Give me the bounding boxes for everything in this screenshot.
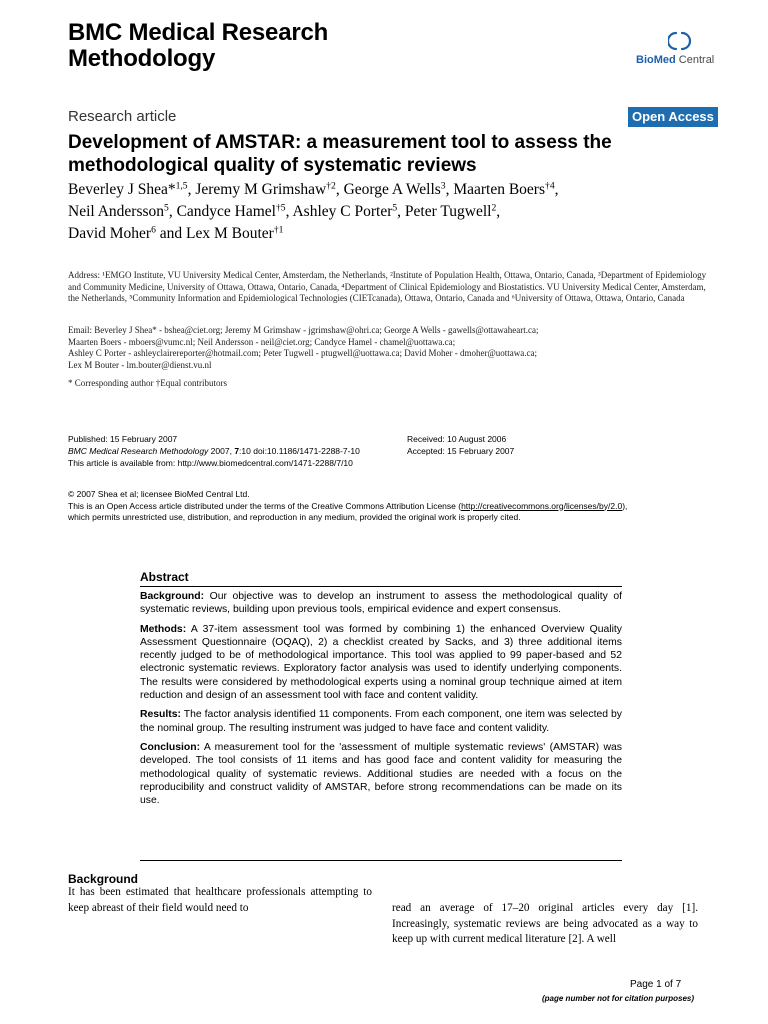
abstract-background xyxy=(140,590,622,617)
author-affiliation: 6 xyxy=(151,224,156,236)
author-name: Peter Tugwell xyxy=(404,203,492,220)
author-affiliation: †5 xyxy=(275,202,286,214)
copyright: © 2007 Shea et al; licensee BioMed Central Ltd. xyxy=(68,489,250,499)
open-access-badge: Open Access xyxy=(628,107,718,127)
email-line: Maarten Boers - mboers@vumc.nl; Neil Andersson - neil@ciet.org; Candyce Hamel - chamel@uottawa.ca; xyxy=(68,336,456,347)
body-column-left: It has been estimated that healthcare professionals attempting to keep abreast of their field would need to xyxy=(68,886,372,914)
author-affiliation: 5 xyxy=(392,202,398,214)
dates-info xyxy=(407,433,607,457)
citation-journal: BMC Medical Research Methodology xyxy=(68,446,209,456)
affiliation-address: Address: ¹EMGO Institute, VU University Medical Center, Amsterdam, the Netherlands, ²Institute of Population Health, Ottawa, Ontario, Canada, ³Department of Epidemiology and Community Medicine, University of Ottawa, Ottawa, Ontario, Canada, ⁴Department of Clinical Epidemiology and Biostatistics. VU University Medical Center, Amsterdam, the Netherlands, ⁵Community Information and Epidemiological Technologies (CIETcanada), Ottawa, Ontario, Canada and ⁶University of Ottawa, Ottawa, Ontario, Canada xyxy=(68,270,707,303)
received-date: Received: 10 August 2006 xyxy=(407,434,507,444)
author-emails xyxy=(68,325,668,371)
published-date: Published: 15 February 2007 xyxy=(68,434,178,444)
citation-volume: 7 xyxy=(234,446,240,456)
author-separator: , xyxy=(397,203,405,220)
abstract-text: A 37-item assessment tool was formed by combining 1) the enhanced Overview Quality Assessment Questionnaire (OQAQ), 2) a checklist created by Sacks, and 3) three additional items recently judged to be of methodological importance. This tool was applied to 99 paper-based and 52 electronic systematic reviews. Exploratory factor analysis was used to identify underlying components. The results were considered by methodological experts using a nominal group technique aimed at item reduction and design of an assessment tool with face and content validity. xyxy=(140,623,622,702)
author-name: Lex M Bouter xyxy=(186,225,274,242)
section-heading: Background xyxy=(68,872,139,886)
license-text-end: ), xyxy=(622,500,628,511)
author-separator: and xyxy=(155,225,187,242)
license-link[interactable]: http://creativecommons.org/licenses/by/2.0 xyxy=(461,500,623,511)
author-name: Jeremy M Grimshaw xyxy=(195,181,327,198)
email-line: Email: Beverley J Shea* - bshea@ciet.org; Jeremy M Grimshaw - jgrimshaw@ohri.ca; George A Wells - gawells@ottawaheart.ca; xyxy=(68,325,539,335)
journal-title-line1: BMC Medical Research xyxy=(68,19,329,46)
biomed-central-logo xyxy=(636,30,716,72)
citation-year: 2007, xyxy=(208,446,235,456)
body-column-right: read an average of 17–20 original articles every day [1]. Increasingly, systematic reviews are being advocated as a way to keep up with current medical literature [2]. A well xyxy=(392,902,698,945)
citation xyxy=(68,445,388,457)
citation-doi: :10 doi:10.1186/1471-2288-7-10 xyxy=(239,446,360,456)
email-line: Lex M Bouter - lm.bouter@dienst.vu.nl xyxy=(68,359,212,370)
accepted-date: Accepted: 15 February 2007 xyxy=(407,446,515,456)
logo-text xyxy=(636,54,714,66)
corresponding-author-note: * Corresponding author †Equal contributors xyxy=(68,378,227,388)
article-title xyxy=(68,131,708,177)
logo-swirl-icon xyxy=(668,30,692,52)
article-type: Research article xyxy=(68,108,177,125)
author-name: Candyce Hamel xyxy=(176,203,276,220)
logo-suffix: Central xyxy=(675,54,715,66)
abstract-label: Results: xyxy=(140,709,181,721)
author-separator: , xyxy=(285,203,293,220)
abstract-label: Background: xyxy=(140,591,205,602)
abstract-methods xyxy=(140,623,622,703)
author-separator: , xyxy=(445,181,454,198)
author-affiliation: †1 xyxy=(273,224,284,236)
author-affiliation: †2 xyxy=(326,180,336,192)
page-number-note: (page number not for citation purposes) xyxy=(542,994,695,1003)
author-affiliation: 3 xyxy=(440,180,446,192)
author-affiliation: 5 xyxy=(164,202,169,214)
author-affiliation: 1,5 xyxy=(175,180,188,192)
license-line2: which permits unrestricted use, distribution, and reproduction in any medium, provided the original work is properly cited. xyxy=(68,512,521,522)
email-line: Ashley C Porter - ashleyclairereporter@hotmail.com; Peter Tugwell - ptugwell@uottawa.ca; David Moher - dmoher@uottawa.ca; xyxy=(68,348,537,358)
abstract-label: Methods: xyxy=(140,623,187,635)
abstract-divider xyxy=(140,586,622,587)
abstract-section xyxy=(140,570,622,813)
license-text: This is an Open Access article distributed under the terms of the Creative Commons Attribution License ( xyxy=(68,500,462,511)
author-separator: , xyxy=(554,181,559,198)
journal-title-line2: Methodology xyxy=(68,45,216,72)
author-affiliation: †4 xyxy=(545,180,555,192)
author-name: Maarten Boers xyxy=(453,181,546,198)
abstract-text: A measurement tool for the 'assessment of multiple systematic reviews' (AMSTAR) was developed. The tool consists of 11 items and has good face and content validity for measuring the methodological quality of systematic reviews. Additional studies are needed with a focus on the reproducibility and construct validity of AMSTAR, before strong recommendations can be made on its use. xyxy=(140,741,622,807)
author-separator: , xyxy=(168,203,177,220)
abstract-heading: Abstract xyxy=(140,570,189,584)
author-name: David Moher xyxy=(68,225,152,242)
abstract-divider-bottom xyxy=(140,860,622,861)
abstract-results xyxy=(140,708,622,735)
logo-brand: BioMed xyxy=(636,54,676,66)
license-block xyxy=(68,489,708,524)
article-title-line1: Development of AMSTAR: a measurement tool to assess the xyxy=(68,132,612,153)
page-number: Page 1 of 7 xyxy=(630,979,682,990)
license-line1 xyxy=(68,501,708,513)
author-name: Ashley C Porter xyxy=(292,203,393,220)
author-name: Beverley J Shea* xyxy=(68,181,176,198)
author-separator: , xyxy=(496,203,501,220)
abstract-conclusion xyxy=(140,741,622,807)
article-title-line2: methodological quality of systematic reviews xyxy=(68,155,477,176)
author-separator: , xyxy=(335,181,344,198)
journal-title xyxy=(68,20,328,72)
abstract-label: Conclusion: xyxy=(140,741,201,753)
publication-info xyxy=(68,433,388,469)
author-name: George A Wells xyxy=(343,181,441,198)
author-list xyxy=(68,179,718,245)
author-affiliation: 2 xyxy=(491,202,497,214)
abstract-text: The factor analysis identified 11 components. From each component, one item was selected by the nominal group. The resulting instrument was judged to have face and content validity. xyxy=(140,709,622,734)
article-url: This article is available from: http://www.biomedcentral.com/1471-2288/7/10 xyxy=(68,458,353,468)
author-separator: , xyxy=(187,181,196,198)
abstract-text: Our objective was to develop an instrument to assess the methodological quality of systematic reviews, building upon previous tools, empirical evidence and expert consensus. xyxy=(140,591,622,616)
author-name: Neil Andersson xyxy=(68,203,165,220)
